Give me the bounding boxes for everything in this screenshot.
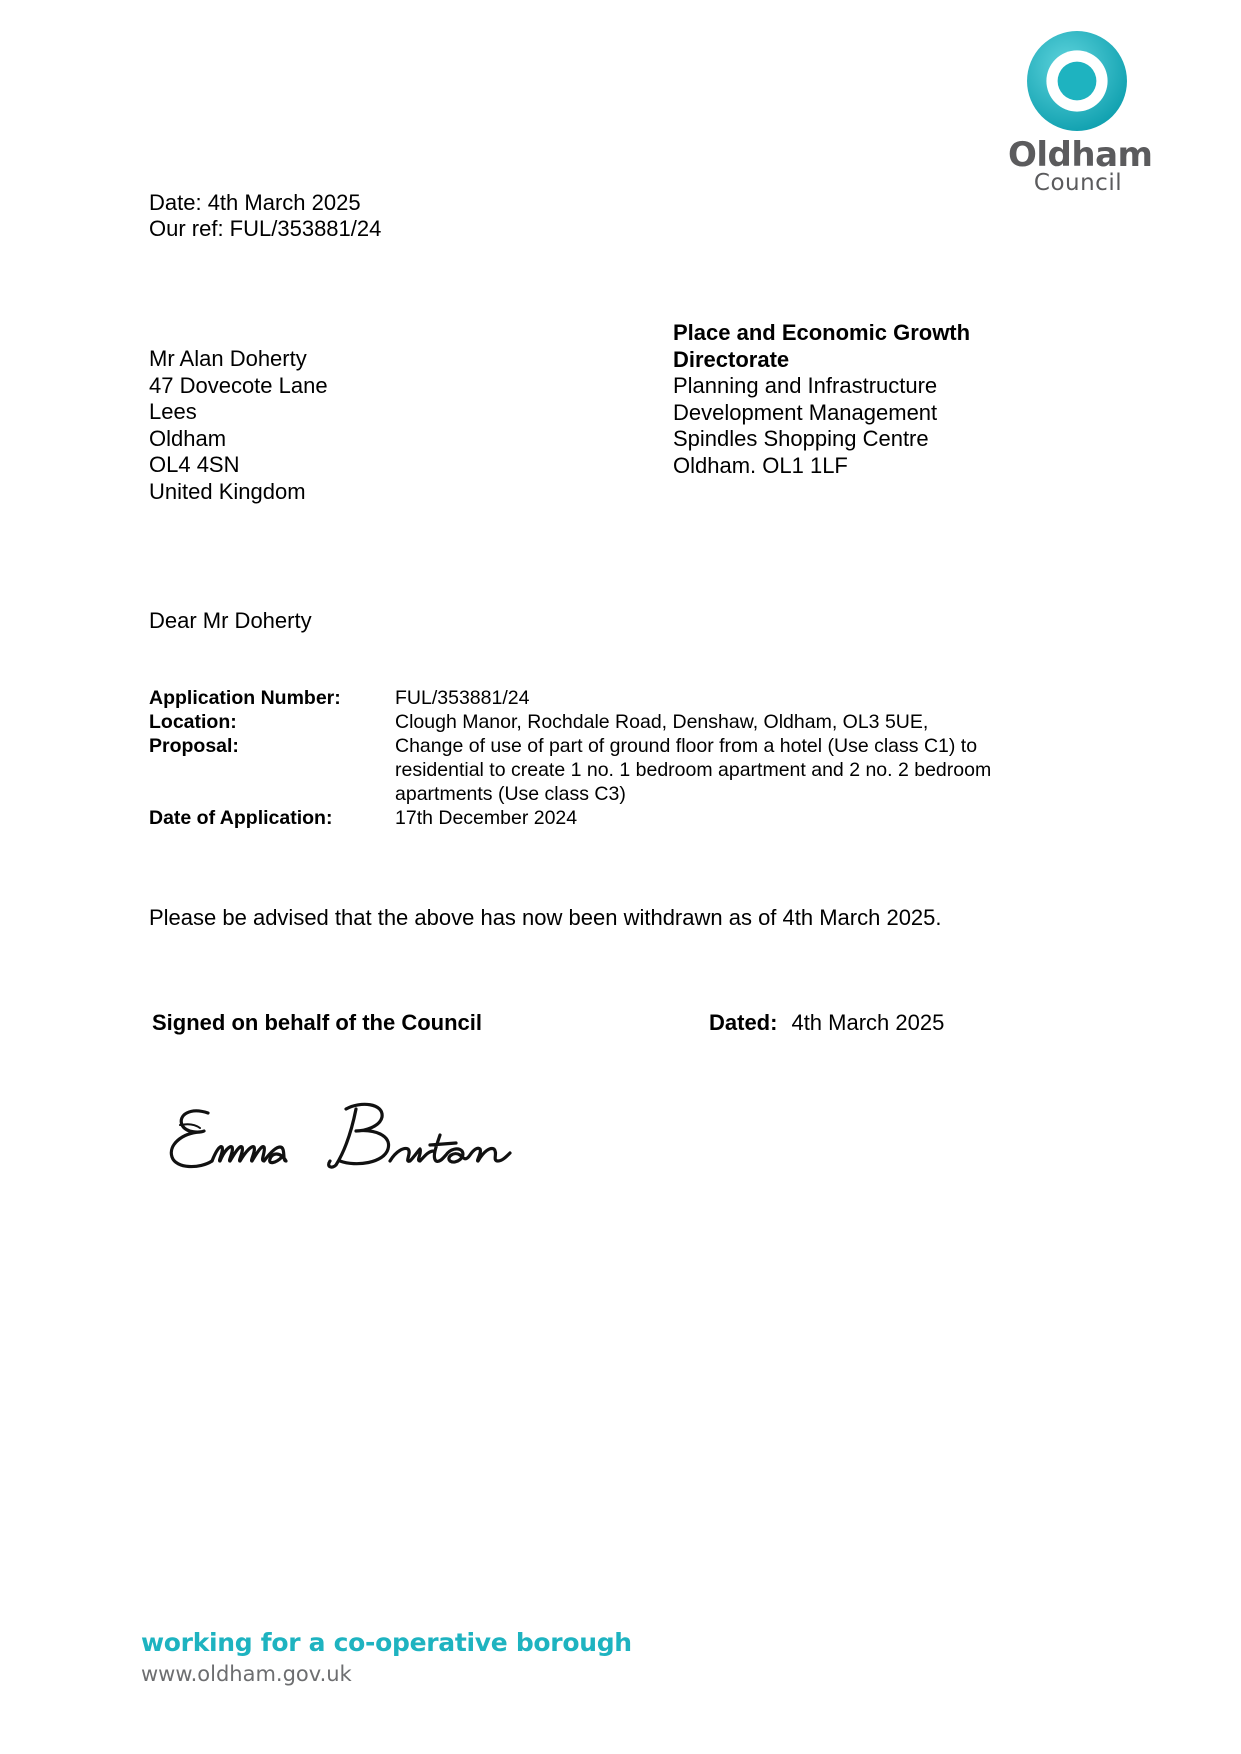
signed-label: Signed on behalf of the Council: [152, 1010, 482, 1035]
location: Clough Manor, Rochdale Road, Denshaw, Oldham, OL3 5UE,: [395, 711, 929, 733]
reference-block: [149, 190, 381, 242]
detail-row: [149, 734, 1055, 806]
footer-slogan: working for a co-operative borough: [141, 1628, 632, 1657]
address-line: Mr Alan Doherty: [149, 346, 307, 371]
detail-row: [149, 710, 1055, 734]
department-line: Spindles Shopping Centre: [673, 426, 929, 451]
our-reference: Our ref: FUL/353881/24: [149, 216, 382, 241]
logo-ring-icon: [1026, 30, 1128, 132]
detail-label: Application Number:: [149, 687, 341, 709]
proposal: Change of use of part of ground floor from a hotel (Use class C1) to residential to create 1 no. 1 bedroom apartment and 2 no. 2 bedroom apartments (Use class C3): [395, 735, 992, 805]
detail-label: Proposal:: [149, 735, 239, 757]
address-line: OL4 4SN: [149, 452, 240, 477]
address-line: Oldham: [149, 425, 227, 451]
department-line: Planning and Infrastructure: [673, 373, 938, 398]
signature-image: [160, 1095, 540, 1185]
department-name: Directorate: [673, 346, 790, 372]
dated-value: 4th March 2025: [791, 1010, 945, 1035]
application-details: [149, 686, 1055, 830]
application-number: FUL/353881/24: [395, 687, 530, 709]
dated-block: [709, 1010, 944, 1036]
logo-wordmark: Oldham: [1008, 135, 1153, 175]
detail-label: Location:: [149, 711, 237, 733]
department-line: Oldham. OL1 1LF: [673, 452, 848, 478]
dated-label: Dated:: [709, 1010, 778, 1035]
address-line: 47 Dovecote Lane: [149, 372, 328, 398]
department-line: Development Management: [673, 399, 938, 425]
application-date: 17th December 2024: [395, 807, 578, 829]
address-line: Lees: [149, 399, 197, 424]
department-name: Place and Economic Growth: [673, 320, 971, 345]
salutation: Dear Mr Doherty: [149, 608, 312, 633]
letter-date: Date: 4th March 2025: [149, 190, 361, 215]
detail-row: [149, 686, 1055, 710]
withdrawal-notice: Please be advised that the above has now been withdrawn as of 4th March 2025.: [149, 905, 942, 930]
footer-website: www.oldham.gov.uk: [141, 1662, 352, 1686]
sender-address: [673, 320, 970, 479]
detail-label: Date of Application:: [149, 807, 333, 829]
recipient-address: [149, 346, 328, 505]
logo-subtitle: Council: [1033, 170, 1123, 196]
detail-row: [149, 806, 1055, 830]
address-line: United Kingdom: [149, 478, 306, 504]
